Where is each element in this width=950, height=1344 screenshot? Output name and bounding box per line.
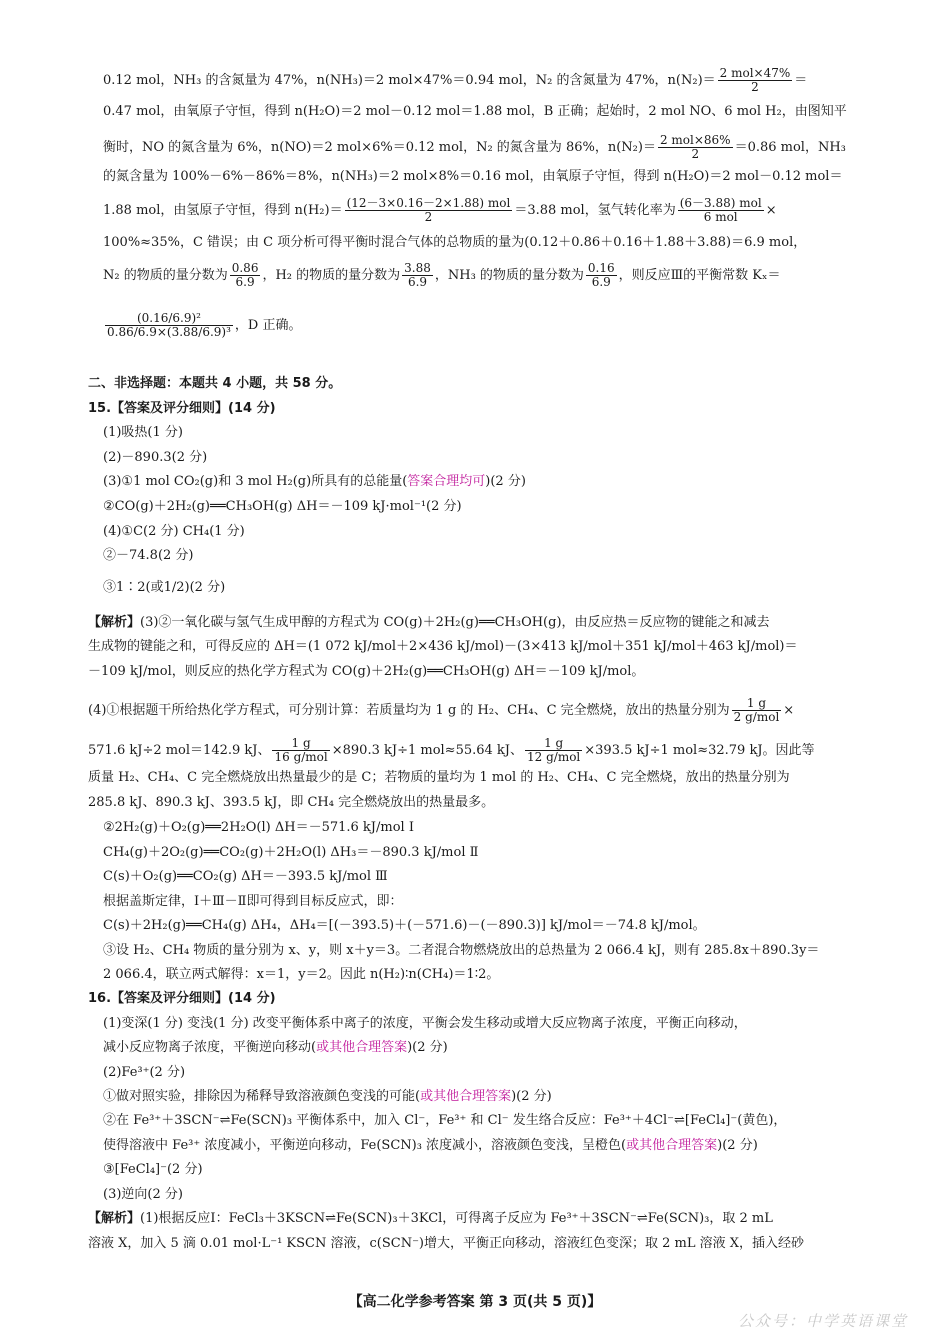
page-footer: 【高二化学参考答案 第 3 页(共 5 页)】 xyxy=(348,1294,602,1310)
text-line: N₂ 的物质的量分数为 $\frac{0.86}{6.9}$ ，H₂ 的物质的量分数为 $\frac{3.88}{6.9}$ ，NH₃ 的物质的量分数为 $\frac{0.16}{6.9}$ ，则反应Ⅲ的平衡常数 Kₓ＝ xyxy=(103,261,781,289)
fraction: $\frac{1 g}{\text{2 g/mol}}$ xyxy=(733,696,780,724)
text-line: (1)变深(1 分) 变浅(1 分) 改变平衡体系中离子的浓度，平衡会发生移动或增大反应物离子浓度，平衡正向移动， xyxy=(103,1016,747,1031)
text-line: －109 kJ/mol，则反应的热化学方程式为 CO(g)＋2H₂(g)══CH₃OH(g) ΔH＝－109 kJ/mol。 xyxy=(88,664,645,679)
text-line: ③[FeCl₄]⁻(2 分) xyxy=(103,1162,203,1177)
watermark: 公众号：中学英语课堂 xyxy=(737,1312,908,1330)
text-line: CH₄(g)＋2O₂(g)══CO₂(g)＋2H₂O(l) ΔH₃＝－890.3 kJ/mol Ⅱ xyxy=(103,845,479,860)
text-line: 2 066.4，联立两式解得：x＝1，y＝2。因此 n(H₂)∶n(CH₄)＝1∶2。 xyxy=(103,967,500,982)
text-line: (3)①1 mol CO₂(g)和 3 mol H₂(g)所具有的总能量(答案合理均可)(2 分) xyxy=(103,474,526,489)
question-15-heading: 15.【答案及评分细则】(14 分) xyxy=(88,401,276,416)
text-line: (1)吸热(1 分) xyxy=(103,425,183,440)
text-line: (2)－890.3(2 分) xyxy=(103,450,208,465)
text-line: 的氮含量为 100%－6%－86%＝8%，n(NH₃)＝2 mol×8%＝0.16 mol，由氧原子守恒，得到 n(H₂O)＝2 mol－0.12 mol＝ xyxy=(103,169,843,184)
equilibrium-constant-fraction: $\frac{\text{(0.16/6.9)²}}{\text{0.86/6.9×(3.88/6.9)³}}$ xyxy=(107,311,231,339)
text-line: C(s)＋O₂(g)══CO₂(g) ΔH＝－393.5 kJ/mol Ⅲ xyxy=(103,869,388,884)
text-line: ①做对照实验，排除因为稀释导致溶液颜色变浅的可能(或其他合理答案)(2 分) xyxy=(103,1089,552,1104)
text-line: ②CO(g)＋2H₂(g)══CH₃OH(g) ΔH＝－109 kJ·mol⁻¹(2 分) xyxy=(103,499,462,514)
text-line: ②在 Fe³⁺＋3SCN⁻⇌Fe(SCN)₃ 平衡体系中，加入 Cl⁻，Fe³⁺ 和 Cl⁻ 发生络合反应：Fe³⁺＋4Cl⁻⇌[FeCl₄]⁻(黄色)， xyxy=(103,1113,787,1128)
analysis-line: 【解析】(1)根据反应Ⅰ：FeCl₃＋3KSCN⇌Fe(SCN)₃＋3KCl，可得离子反应为 Fe³⁺＋3SCN⁻⇌Fe(SCN)₃，取 2 mL xyxy=(88,1211,773,1226)
text-line: (2)Fe³⁺(2 分) xyxy=(103,1065,186,1080)
text-line: (3)逆向(2 分) xyxy=(103,1187,183,1202)
fraction: $\frac{0.16}{6.9}$ xyxy=(587,261,615,289)
text-line: (4)①C(2 分) CH₄(1 分) xyxy=(103,524,245,539)
fraction: $\frac{\text{2 mol×86\%}}{2}$ xyxy=(659,133,731,161)
fraction: $\frac{\text{(12－3×0.16－2×1.88) mol}}{2}$ xyxy=(346,196,511,224)
fraction: $\frac{\text{(6－3.88) mol}}{\text{6 mol}}$ xyxy=(679,196,762,224)
text-line: 溶液 X，加入 5 滴 0.01 mol·L⁻¹ KSCN 溶液，c(SCN⁻)增大，平衡正向移动，溶液红色变深；取 2 mL 溶液 X，插入经砂 xyxy=(88,1236,805,1251)
text-line: 1.88 mol，由氢原子守恒，得到 n(H₂)＝ $\frac{\text{(12－3×0.16－2×1.88) mol}}{2}$ ＝3.88 mol，氢气转化率为 $\frac{\text{(6－3.88) mol}}{\text{6 mol}}$ × xyxy=(103,196,777,224)
text-line: 衡时，NO 的氮含量为 6%，n(NO)＝2 mol×6%＝0.12 mol，N₂ 的氮含量为 86%，n(N₂)＝ $\frac{\text{2 mol×86\%}}{2}$ ＝0.86 mol，NH₃ xyxy=(103,133,846,161)
text-line: 285.8 kJ、890.3 kJ、393.5 kJ，即 CH₄ 完全燃烧放出的热量最多。 xyxy=(88,795,495,810)
text-line: 571.6 kJ÷2 mol＝142.9 kJ、 $\frac{1 g}{\text{16 g/mol}}$ ×890.3 kJ÷1 mol≈55.64 kJ、 $\frac{1 g}{\text{12 g/mol}}$ ×393.5 kJ÷1 mol≈32.79 kJ。因此等 xyxy=(88,736,815,764)
question-16-heading: 16.【答案及评分细则】(14 分) xyxy=(88,991,276,1006)
fraction: $\frac{1 g}{\text{16 g/mol}}$ xyxy=(274,736,328,764)
section-heading: 二、非选择题：本题共 4 小题，共 58 分。 xyxy=(88,376,342,391)
text-line: 根据盖斯定律，Ⅰ＋Ⅲ－Ⅱ即可得到目标反应式，即： xyxy=(103,894,403,909)
text-line: 减小反应物离子浓度，平衡逆向移动(或其他合理答案)(2 分) xyxy=(103,1040,448,1055)
text-line: 0.47 mol，由氧原子守恒，得到 n(H₂O)＝2 mol－0.12 mol＝1.88 mol，B 正确；起始时，2 mol NO、6 mol H₂，由图知平 xyxy=(103,104,847,119)
fraction: $\frac{\text{2 mol×47\%}}{2}$ xyxy=(719,66,791,94)
fraction: $\frac{3.88}{6.9}$ xyxy=(404,261,431,289)
text-line: ③设 H₂、CH₄ 物质的量分别为 x、y，则 x＋y＝3。二者混合物燃烧放出的总热量为 2 066.4 kJ，则有 285.8x＋890.3y＝ xyxy=(103,943,820,958)
text-line: 使得溶液中 Fe³⁺ 浓度减小，平衡逆向移动，Fe(SCN)₃ 浓度减小，溶液颜色变浅，呈橙色(或其他合理答案)(2 分) xyxy=(103,1138,758,1153)
text-line: 质量 H₂、CH₄、C 完全燃烧放出热量最少的是 C；若物质的量均为 1 mol 的 H₂、CH₄、C 完全燃烧，放出的热量分别为 xyxy=(88,770,790,785)
text-line: 0.12 mol，NH₃ 的含氮量为 47%，n(NH₃)＝2 mol×47%＝0.94 mol，N₂ 的含氮量为 47%，n(N₂)＝ $\frac{\text{2 mol×47\%}}{2}$ ＝ xyxy=(103,66,808,94)
text-line: (4)①根据题干所给热化学方程式，可分别计算：若质量均为 1 g 的 H₂、CH₄、C 完全燃烧，放出的热量分别为 $\frac{1 g}{\text{2 g/mol}}$ × xyxy=(88,696,795,724)
text-line: ②－74.8(2 分) xyxy=(103,548,194,563)
text-line: $\frac{\text{(0.16/6.9)²}}{\text{0.86/6.9×(3.88/6.9)³}}$ ，D 正确。 xyxy=(107,311,302,339)
text-line: 生成物的键能之和，可得反应的 ΔH＝(1 072 kJ/mol＋2×436 kJ/mol)－(3×413 kJ/mol＋351 kJ/mol＋463 kJ/mol)＝ xyxy=(88,639,798,654)
text-line: ②2H₂(g)＋O₂(g)══2H₂O(l) ΔH＝－571.6 kJ/mol Ⅰ xyxy=(103,820,414,835)
text-line: ③1∶2(或1/2)(2 分) xyxy=(103,580,226,595)
text-line: 100%≈35%，C 错误；由 C 项分析可得平衡时混合气体的总物质的量为(0.12＋0.86＋0.16＋1.88＋3.88)＝6.9 mol， xyxy=(103,235,807,250)
analysis-line: 【解析】(3)②一氧化碳与氢气生成甲醇的方程式为 CO(g)＋2H₂(g)══CH₃OH(g)，由反应热＝反应物的键能之和减去 xyxy=(88,615,770,630)
text-line: C(s)＋2H₂(g)══CH₄(g) ΔH₄，ΔH₄＝[(－393.5)＋(－571.6)－(－890.3)] kJ/mol＝－74.8 kJ/mol。 xyxy=(103,918,706,933)
fraction: $\frac{0.86}{6.9}$ xyxy=(231,261,259,289)
fraction: $\frac{1 g}{\text{12 g/mol}}$ xyxy=(527,736,581,764)
